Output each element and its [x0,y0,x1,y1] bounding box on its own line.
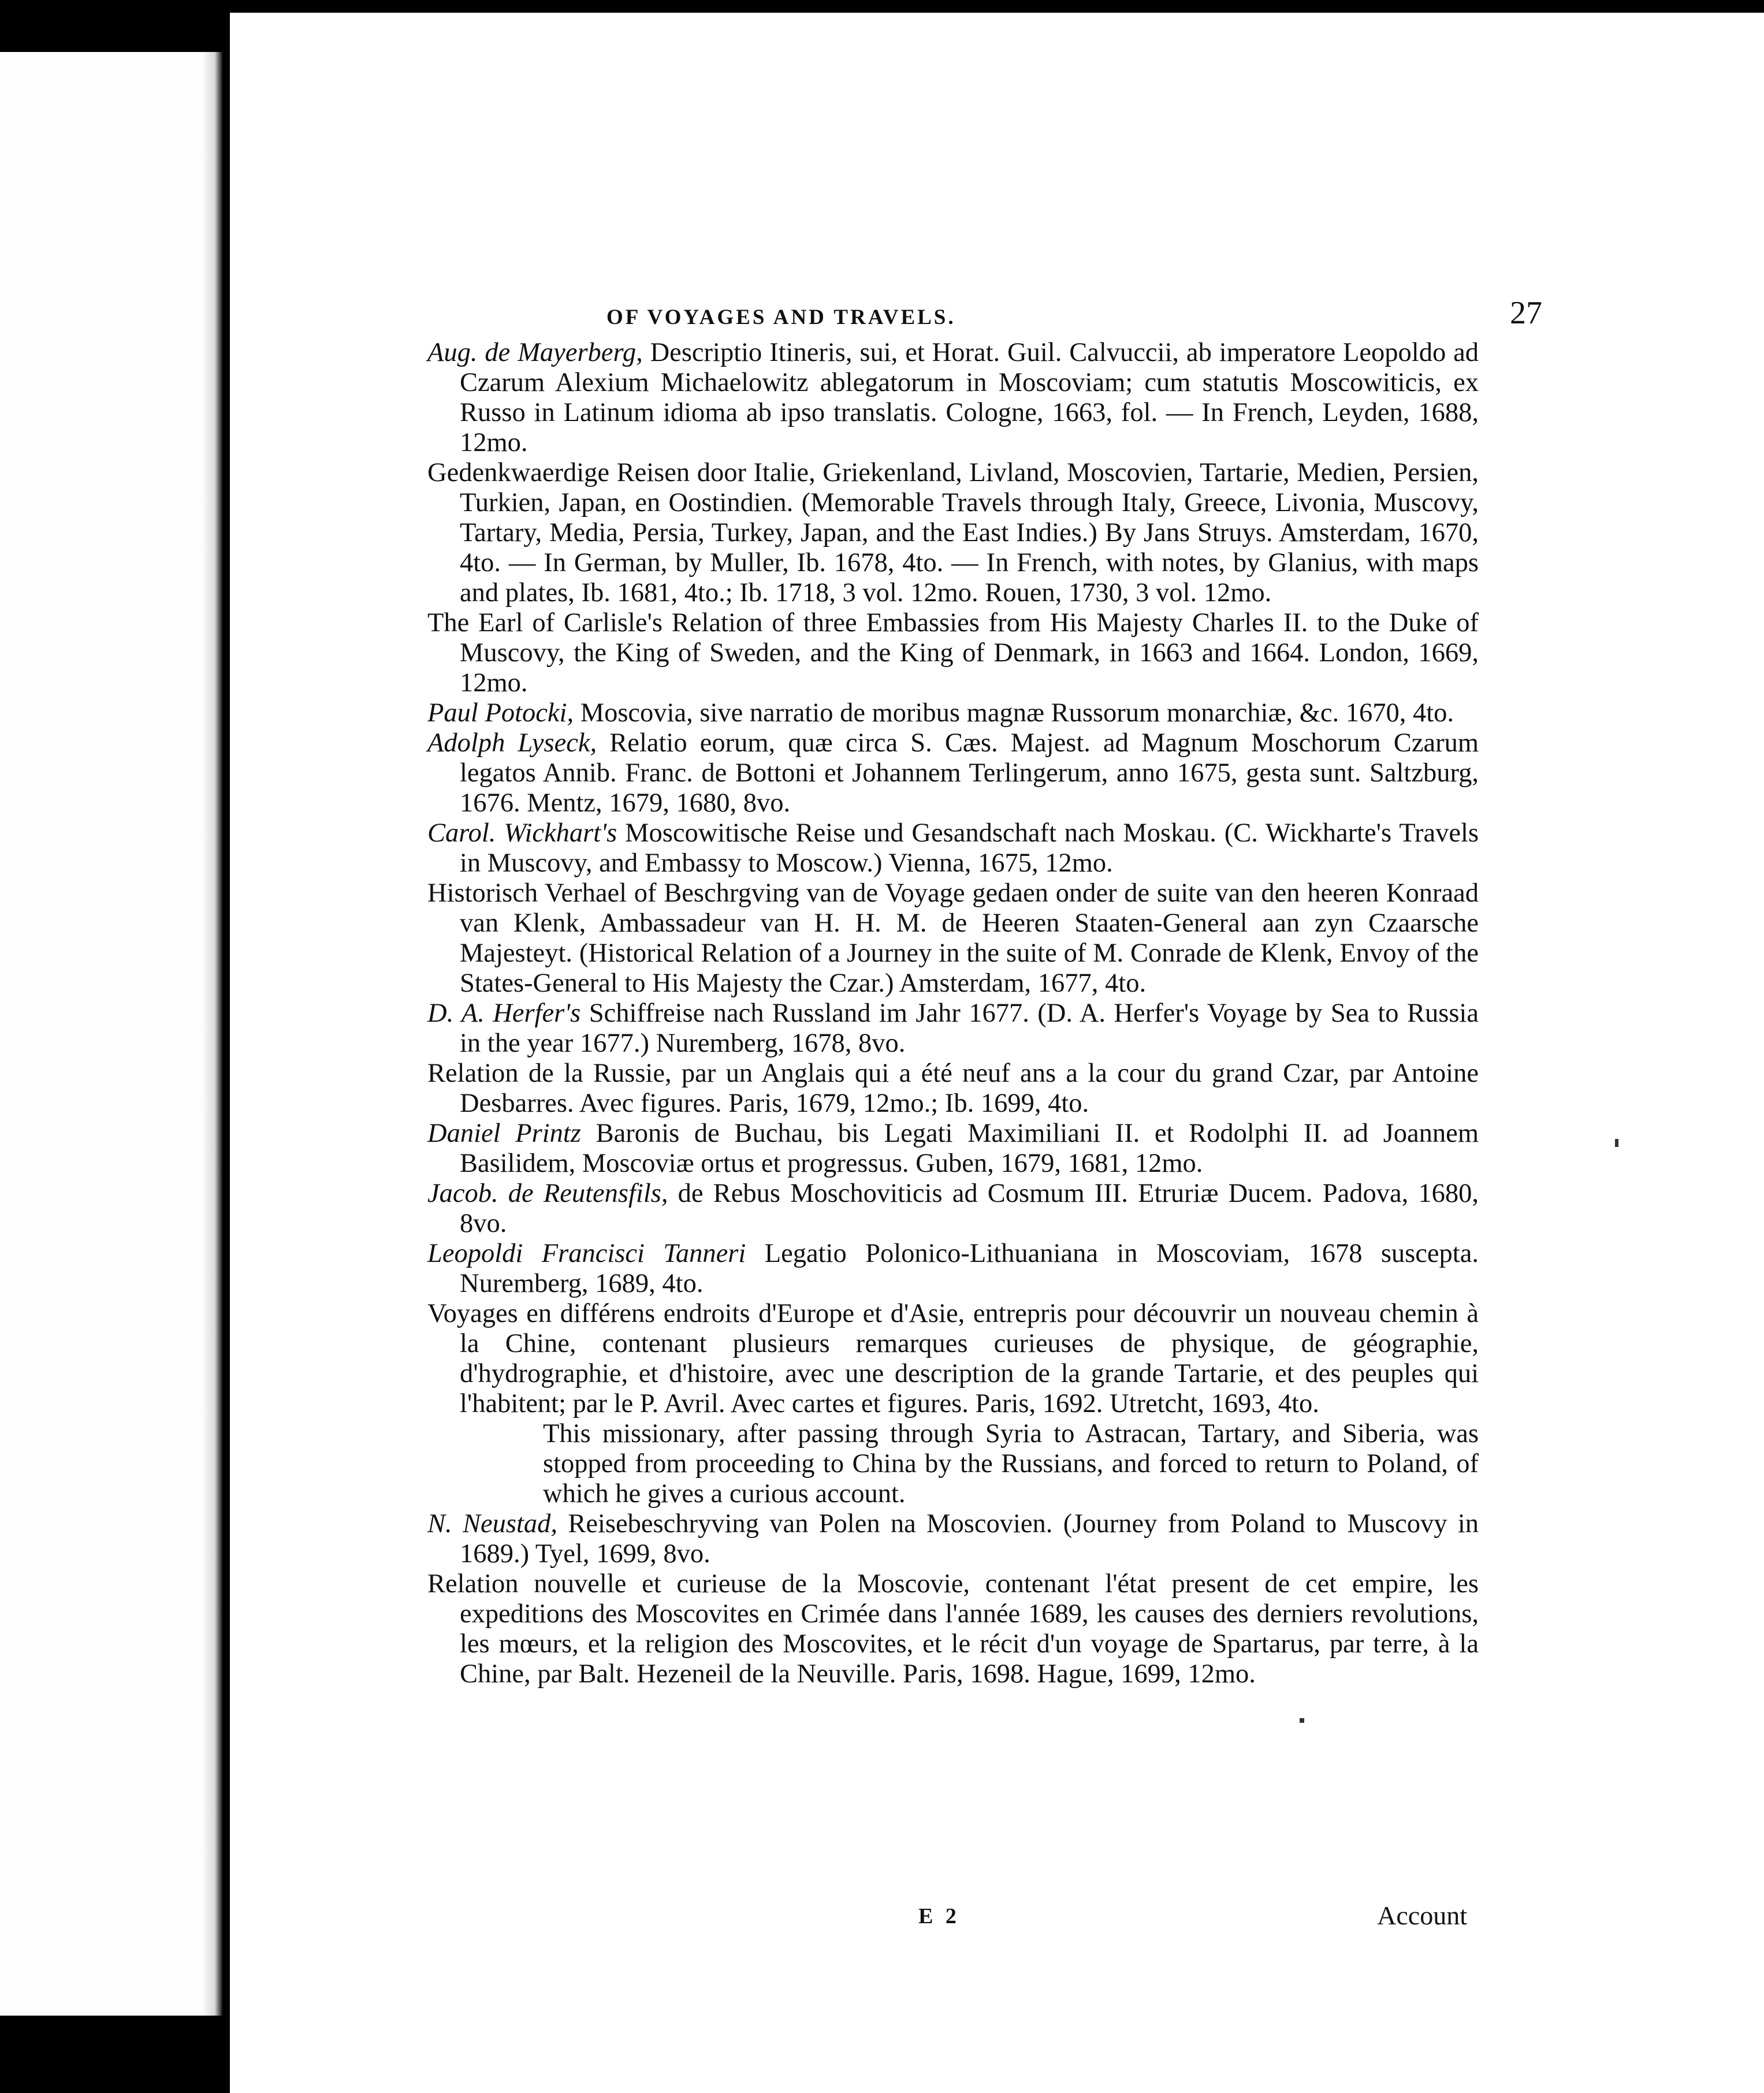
bibliography-entry [427,608,1479,698]
entry-text: Schiffreise nach Russland im Jahr 1677. (D. A. Herfer's Voyage by Sea to Russia in the year 1677.) Nuremberg, 1678, 8vo. [460,999,1479,1058]
entry-text: Descriptio Itineris, sui, et Horat. Guil. Calvuccii, ab imperatore Leopoldo ad Czarum Alexium Michaelowitz ablegatorum in Moscoviam; cum statutis Moscowiticis, ex Russo in Latinum idioma ab ipso translatis. Cologne, 1663, fol. — In French, Leyden, 1688, 12mo. [460,338,1479,457]
bibliography-text [427,338,1479,1689]
bibliography-entry [427,458,1479,608]
running-head-title: OF VOYAGES AND TRAVELS. [606,306,956,329]
bibliography-entry [427,1059,1479,1119]
bibliography-entry [427,878,1479,999]
entry-text: Relation nouvelle et curieuse de la Moscovie, contenant l'état present de cet empire, les expeditions des Moscovites en Crimée dans l'année 1689, les causes des derniers revolutions, les mœurs, et la religion des Moscovites, et le récit d'un voyage de Spartarus, par terre, à la Chine, par Balt. Hezeneil de la Neuville. Paris, 1698. Hague, 1699, 12mo. [427,1569,1479,1689]
entry-text: Legatio Polonico-Lithuaniana in Moscoviam, 1678 suscepta. Nuremberg, 1689, 4to. [460,1239,1479,1298]
bibliography-entry [427,1179,1479,1239]
entry-note: This missionary, after passing through Syria to Astracan, Tartary, and Siberia, was stopped from proceeding to China by the Russians, and forced to return to Poland, of which he gives a curious account. [543,1419,1479,1509]
entry-author: N. Neustad, [427,1509,558,1539]
page-number: 27 [1510,295,1542,331]
gutter-shadow [203,52,222,2016]
entry-text: The Earl of Carlisle's Relation of three Embassies from His Majesty Charles II. to the Duke of Muscovy, the King of Sweden, and the King of Denmark, in 1663 and 1664. London, 1669, 12mo. [427,608,1479,698]
bibliography-entry [427,698,1479,728]
entry-author: Jacob. de Reutensfils, [427,1179,668,1208]
entry-author: Adolph Lyseck, [427,728,597,758]
bibliography-entry [427,1569,1479,1689]
entry-author: Paul Potocki, [427,698,574,728]
entry-text: Moscovia, sive narratio de moribus magnæ Russorum monarchiæ, &c. 1670, 4to. [574,698,1454,728]
bibliography-entry [427,1299,1479,1419]
bibliography-entry [427,338,1479,458]
entry-text: Moscowitische Reise und Gesandschaft nach Moskau. (C. Wickharte's Travels in Muscovy, and Embassy to Moscow.) Vienna, 1675, 12mo. [460,818,1479,878]
scan-speck [1615,1139,1618,1147]
entry-text: Relation de la Russie, par un Anglais qui a été neuf ans a la cour du grand Czar, par Antoine Desbarres. Avec figures. Paris, 1679, 12mo.; Ib. 1699, 4to. [427,1059,1479,1118]
bibliography-entry [427,1119,1479,1179]
entry-text: Voyages en différens endroits d'Europe et d'Asie, entrepris pour découvrir un nouveau chemin à la Chine, contenant plusieurs remarques curieuses de physique, de géographie, d'hydrographie, et d'histoire, avec une description de la grande Tartarie, et des peuples qui l'habitent; par le P. Avril. Avec cartes et figures. Paris, 1692. Utretcht, 1693, 4to. [427,1299,1479,1418]
entry-text: de Rebus Moschoviticis ad Cosmum III. Etruriæ Ducem. Padova, 1680, 8vo. [460,1179,1479,1238]
bibliography-entry [427,1239,1479,1299]
entry-text: Historisch Verhael of Beschrgving van de Voyage gedaen onder de suite van den heeren Konraad van Klenk, Ambassadeur van H. H. M. de Heeren Staaten-General aan zyn Czaarsche Majesteyt. (Historical Relation of a Journey in the suite of M. Conrade de Klenk, Envoy of the States-General to His Majesty the Czar.) Amsterdam, 1677, 4to. [427,878,1479,998]
entry-text: Reisebeschryving van Polen na Moscovien. (Journey from Poland to Muscovy in 1689.) Tyel, 1699, 8vo. [460,1509,1479,1569]
entry-author: Aug. de Mayerberg, [427,338,643,367]
scan-speck [1300,1718,1304,1723]
facing-page-edge [0,52,222,2016]
bibliography-entry [427,1509,1479,1569]
entry-text: Relatio eorum, quæ circa S. Cæs. Majest. ad Magnum Moschorum Czarum legatos Annib. Franc. de Bottoni et Johannem Terlingerum, anno 1675, gesta sunt. Saltzburg, 1676. Mentz, 1679, 1680, 8vo. [460,728,1479,818]
entry-text: Baronis de Buchau, bis Legati Maximiliani II. et Rodolphi II. ad Joannem Basilidem, Moscoviæ ortus et progressus. Guben, 1679, 1681, 12mo. [460,1119,1479,1178]
signature-mark: E 2 [918,1904,960,1928]
entry-author: Leopoldi Francisci Tanneri [427,1239,746,1268]
catchword: Account [1377,1901,1467,1930]
bibliography-entry [427,999,1479,1059]
running-head [606,295,1542,335]
entry-author: Carol. Wickhart's [427,818,617,848]
entry-author: Daniel Printz [427,1119,581,1148]
entry-text: Gedenkwaerdige Reisen door Italie, Griekenland, Livland, Moscovien, Tartarie, Medien, Persien, Turkien, Japan, en Oostindien. (Memorable Travels through Italy, Greece, Livonia, Muscovy, Tartary, Media, Persia, Turkey, Japan, and the East Indies.) By Jans Struys. Amsterdam, 1670, 4to. — In German, by Muller, Ib. 1678, 4to. — In French, with notes, by Glanius, with maps and plates, Ib. 1681, 4to.; Ib. 1718, 3 vol. 12mo. Rouen, 1730, 3 vol. 12mo. [427,458,1479,608]
entry-author: D. A. Herfer's [427,999,581,1028]
bibliography-entry [427,728,1479,818]
page-footer [918,1901,1467,1938]
bibliography-entry [427,818,1479,878]
